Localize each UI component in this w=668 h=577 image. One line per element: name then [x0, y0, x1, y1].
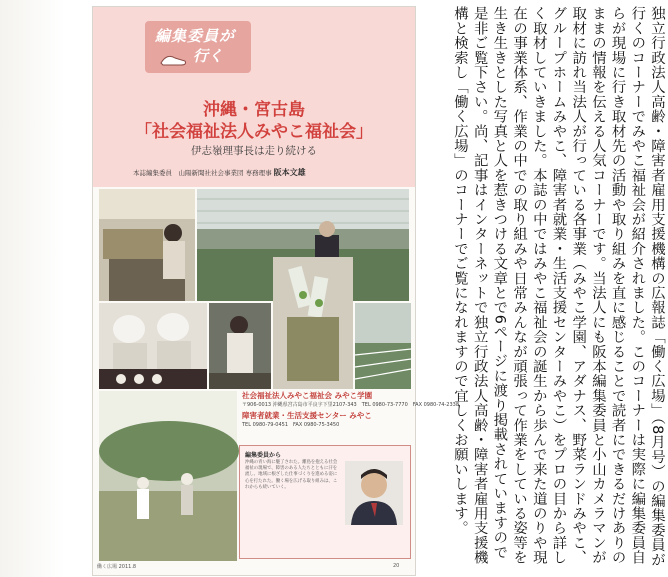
- section-tab-line1: 編集委員が: [155, 27, 236, 45]
- photo-shop-display: [99, 189, 195, 301]
- editor-comment-text: 沖縄の青い海に魅了された。離島を抱える社会福祉の現場で、障害のある人たちとともに汗を流し、地域に根ざした仕事づくりを進める姿に心を打たれた。働く場を広げる取り組みは、これからも続いていく。: [245, 460, 338, 490]
- editor-comment-title: 編集委員から: [245, 452, 282, 459]
- article-subtitle: 伊志嶺理事長は走り続ける: [191, 145, 317, 157]
- photo-worker: [209, 303, 271, 389]
- org-contact-miyako-gakuen: 〒906-0013 沖縄県宮古島市平良字下里2107-343 TEL 0980-73-7770 FAX 0980-74-2338: [242, 402, 460, 408]
- org-name-miyako-gakuen: 社会福祉法人みやこ福祉会 みやこ学園: [242, 391, 373, 400]
- page-gutter: [0, 0, 92, 577]
- org-contact-support-center: TEL 0980-79-0451 FAX 0980-75-3450: [242, 422, 340, 428]
- article-title-line1: 沖縄・宮古島: [203, 100, 305, 120]
- editor-portrait: [345, 461, 403, 525]
- magazine-page: [92, 6, 416, 576]
- photo-vegetable-bags: [273, 257, 353, 389]
- org-name-support-center: 障害者就業・生活支援センター みやこ: [242, 411, 372, 420]
- article-title-line2: 「社会福祉法人みやこ福祉会」: [135, 122, 373, 142]
- photo-field-workers: [99, 391, 237, 561]
- photo-kitchen-work: [99, 303, 207, 389]
- section-tab-line2: 行く: [193, 47, 224, 65]
- walking-shoe-icon: [159, 49, 189, 67]
- byline: [133, 167, 306, 178]
- byline-prefix: 本誌編集委員 山陽新聞社社会事業団 専務理事: [133, 169, 272, 177]
- photo-greenhouse-rows: [355, 303, 411, 389]
- page-footer-issue: 働く広場 2011.8: [97, 564, 137, 570]
- body-text-vertical: 独立行政法人高齢・障害者雇用支援機構の広報誌「働く広場」（8月号）の編集委員が行くのコーナーでみやこ福祉会が紹介されました。このコーナーは実際に編集委員自らが現場に行き取材先の活動や取り組みを直に感じることで読者にできるだけありのままの情報を伝える人気コーナーです。当法人にも阪本編集委員と小山カメラマンが取材に訪れ当法人が行っている各事業（みやこ学園、アダナス、野菜ランドみやこ、グループホームみやこ、障害者就業・生活支援センターみやこ）をプロの目から詳しく取材していきました。本誌の中ではみやこ福祉会の誕生から歩んで来た道のりや現在の事業体系、作業の中での取り組みや日常みんなが頑張って作業をしている姿等を生き生きとした写真と人を惹きつける文章とで6ページに渡り掲載されていますので是非ご覧下さい。尚、記事はインターネットで独立行政法人高齢・障害者雇用支援機構と検索し「働く広場」のコーナーでご覧になれますので宜しくお願いします。: [451, 6, 665, 567]
- page-number: 20: [393, 563, 400, 569]
- byline-name: 阪本文雄: [273, 168, 306, 177]
